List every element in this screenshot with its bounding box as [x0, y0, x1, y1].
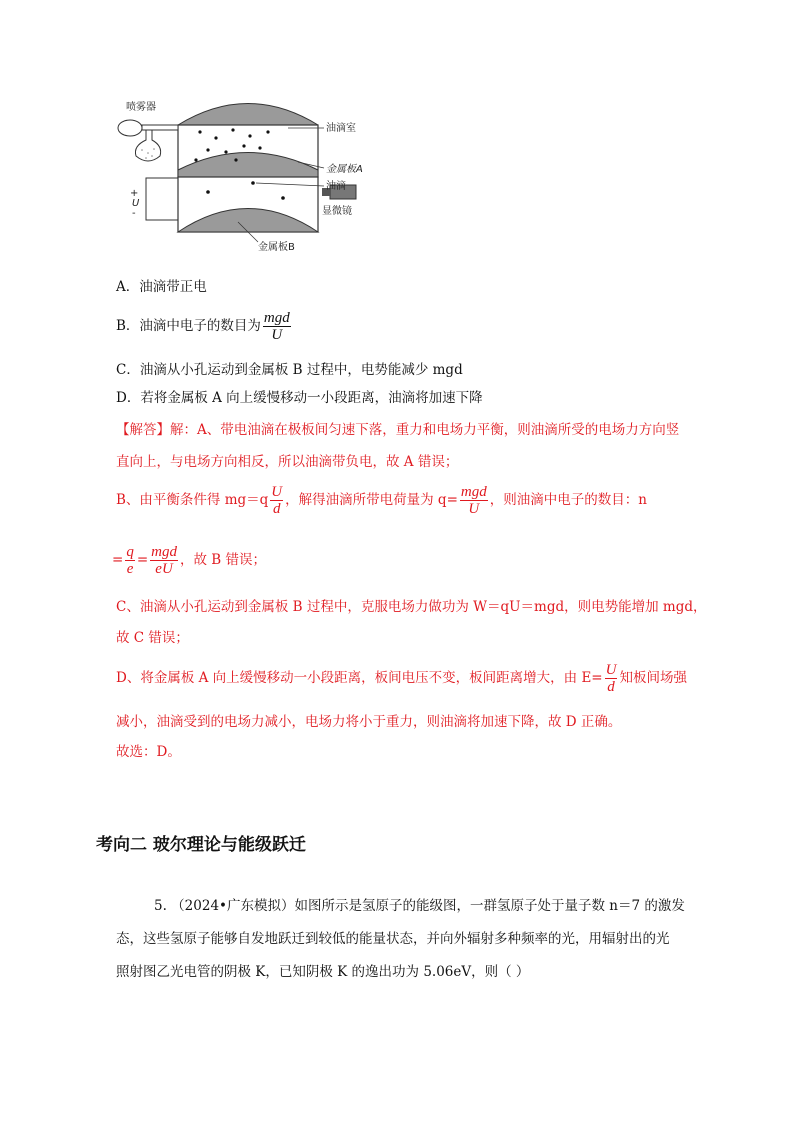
option-b	[116, 310, 293, 343]
fraction-denominator: U	[468, 501, 480, 517]
fraction-denominator: d	[272, 501, 281, 517]
answer-n-text: ，故 B 错误；	[179, 552, 266, 568]
fraction-numerator: U	[605, 662, 617, 678]
fraction-numerator: mgd	[151, 544, 177, 560]
answer-b-fraction-2	[460, 484, 488, 517]
answer-choice: 故选：D。	[116, 744, 181, 760]
answer-n-eq: =	[112, 552, 124, 568]
answer-d-text-1: D、将金属板 A 向上缓慢移动一小段距离，板间电压不变，板间距离增大，由 E=	[116, 670, 603, 686]
answer-n-fraction-2	[150, 544, 178, 577]
option-b-text: B．油滴中电子的数目为	[116, 318, 261, 334]
answer-n-eq-2: =	[136, 552, 149, 568]
answer-b-text-1: B、由平衡条件得 mg＝q	[116, 492, 269, 508]
answer-b-fraction-1	[270, 484, 283, 517]
answer-tag: 【解答】	[116, 422, 170, 438]
answer-n-fraction-1	[125, 544, 135, 577]
answer-line-1	[116, 420, 679, 440]
fraction-denominator: e	[126, 561, 134, 577]
oil-drop-diagram	[108, 90, 368, 260]
answer-d-fraction	[605, 662, 618, 695]
answer-d-text-2: 知板间场强	[619, 670, 687, 686]
sprayer-flask	[135, 130, 160, 161]
question-5-line-2: 态，这些氢原子能够自发地跃迁到较低的能量状态，并向外辐射多种频率的光，用辐射出的光	[116, 931, 670, 947]
fraction-denominator: eU	[155, 561, 173, 577]
answer-line-2: 直向上，与电场方向相反，所以油滴带负电，故 A 错误；	[116, 454, 459, 470]
fraction-numerator: mgd	[263, 310, 290, 326]
label-plate-a: 金属板A	[326, 164, 363, 175]
question-5-line-1: 5. （2024•广东模拟）如图所示是氢原子的能级图，一群氢原子处于量子数 n＝7 的激发	[154, 898, 685, 914]
fraction-numerator: U	[271, 484, 283, 500]
answer-d-line-1	[116, 662, 687, 695]
answer-c-line-1: C、油滴从小孔运动到金属板 B 过程中，克服电场力做功为 W＝qU＝mgd，则电势能增加 mgd，	[116, 599, 707, 615]
fraction-denominator: U	[271, 327, 283, 343]
label-droplet: 油滴	[326, 181, 346, 192]
question-5-line-3: 照射图乙光电管的阴极 K，已知阴极 K 的逸出功为 5.06eV，则（ ）	[116, 964, 530, 980]
circuit-wire	[146, 178, 178, 220]
label-voltage: U	[132, 198, 140, 209]
label-plate-b: 金属板B	[258, 242, 295, 253]
answer-b-text-2: ，解得油滴所带电荷量为 q=	[285, 492, 458, 508]
sprayer-bulb	[118, 120, 142, 136]
fraction-numerator: mgd	[460, 484, 487, 500]
answer-d-line-2: 减小，油滴受到的电场力减小，电场力将小于重力，则油滴将加速下降，故 D 正确。	[116, 714, 622, 730]
label-microscope: 显微镜	[322, 206, 352, 217]
section-title: 考向二 玻尔理论与能级跃迁	[96, 835, 306, 855]
answer-b-line	[116, 484, 647, 517]
fraction-denominator: d	[607, 679, 615, 695]
answer-c-line-2: 故 C 错误；	[116, 630, 189, 646]
label-sprayer: 喷雾器	[126, 102, 156, 113]
option-c: C．油滴从小孔运动到金属板 B 过程中，电势能减少 mgd	[116, 362, 463, 378]
answer-text-1: 解：A、带电油滴在极板间匀速下落，重力和电场力平衡，则油滴所受的电场力方向竖	[170, 422, 680, 438]
option-d: D．若将金属板 A 向上缓慢移动一小段距离，油滴将加速下降	[116, 390, 483, 406]
label-plus: +	[130, 188, 139, 199]
answer-b-text-3: ，则油滴中电子的数目：n	[489, 492, 647, 508]
fraction-numerator: q	[126, 544, 134, 560]
answer-n-line	[112, 544, 266, 577]
label-minus: -	[132, 208, 136, 219]
option-a: A．油滴带正电	[116, 279, 207, 295]
option-b-fraction	[263, 310, 291, 343]
label-oil-room: 油滴室	[326, 123, 356, 134]
chamber-dome	[178, 104, 318, 129]
